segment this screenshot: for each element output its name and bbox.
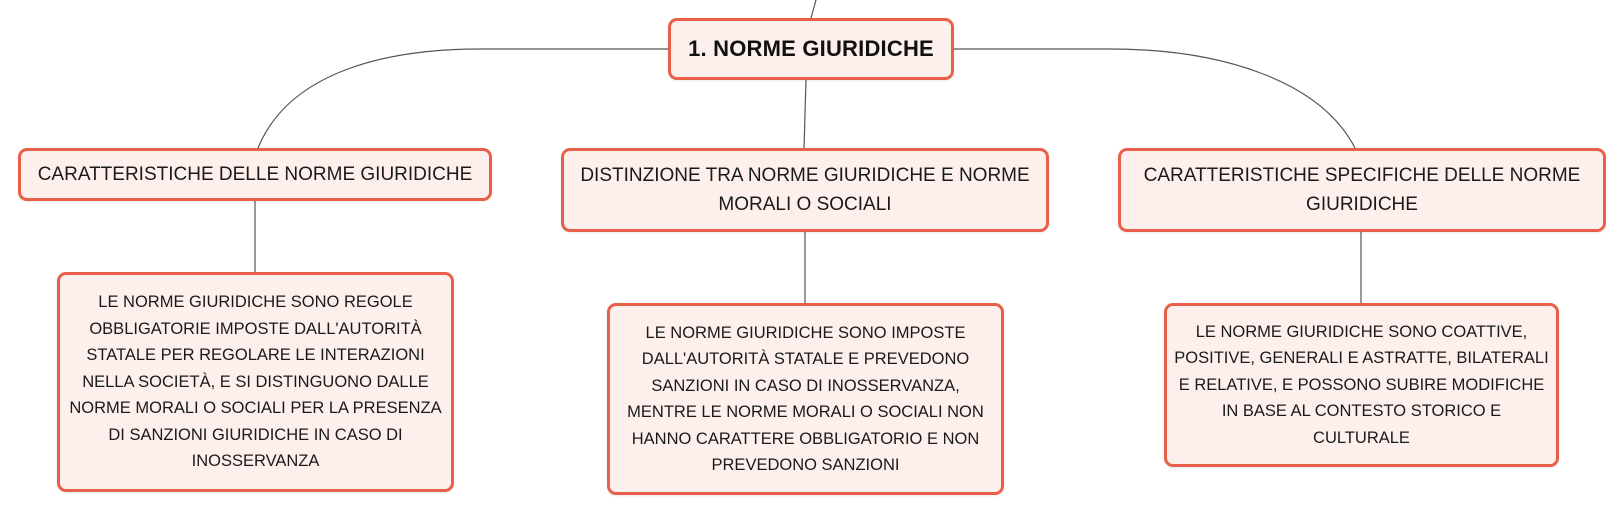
detail-node-text: LE NORME GIURIDICHE SONO IMPOSTE DALL'AUTORITÀ STATALE E PREVEDONO SANZIONI IN CASO DI INOSSERVANZA, MENTRE LE NORME MORALI O SOCIALI NON HANNO CARATTERE OBBLIGATORIO E NON PREVEDONO SANZIONI xyxy=(627,323,984,474)
connector-parent-to-root xyxy=(811,0,816,18)
branch-node-distinzione[interactable] xyxy=(561,148,1049,232)
detail-node-caratteristiche[interactable] xyxy=(57,272,454,492)
connector-root-to-branch-1 xyxy=(258,49,668,148)
branch-node-label: CARATTERISTICHE SPECIFICHE DELLE NORME GIURIDICHE xyxy=(1143,165,1581,215)
detail-node-caratteristiche-specifiche[interactable] xyxy=(1164,303,1559,467)
branch-node-caratteristiche-specifiche[interactable] xyxy=(1118,148,1606,232)
root-topic-node[interactable] xyxy=(668,18,954,80)
detail-node-text: LE NORME GIURIDICHE SONO COATTIVE, POSITIVE, GENERALI E ASTRATTE, BILATERALI E RELATIVE, E POSSONO SUBIRE MODIFICHE IN BASE AL CONTESTO STORICO E CULTURALE xyxy=(1174,322,1549,447)
detail-node-text: LE NORME GIURIDICHE SONO REGOLE OBBLIGATORIE IMPOSTE DALL'AUTORITÀ STATALE PER REGOLARE LE INTERAZIONI NELLA SOCIETÀ, E SI DISTINGUONO DALLE NORME MORALI O SOCIALI PER LA PRESENZA DI SANZIONI GIURIDICHE IN CASO DI INOSSERVANZA xyxy=(69,293,442,471)
branch-node-caratteristiche[interactable] xyxy=(18,148,492,201)
detail-node-distinzione[interactable] xyxy=(607,303,1004,495)
branch-node-label: CARATTERISTICHE DELLE NORME GIURIDICHE xyxy=(37,164,473,185)
root-topic-label: 1. NORME GIURIDICHE xyxy=(688,36,934,61)
connector-root-to-branch-2 xyxy=(804,80,806,149)
branch-node-label: DISTINZIONE TRA NORME GIURIDICHE E NORME MORALI O SOCIALI xyxy=(580,165,1030,215)
connector-root-to-branch-3 xyxy=(954,49,1355,148)
